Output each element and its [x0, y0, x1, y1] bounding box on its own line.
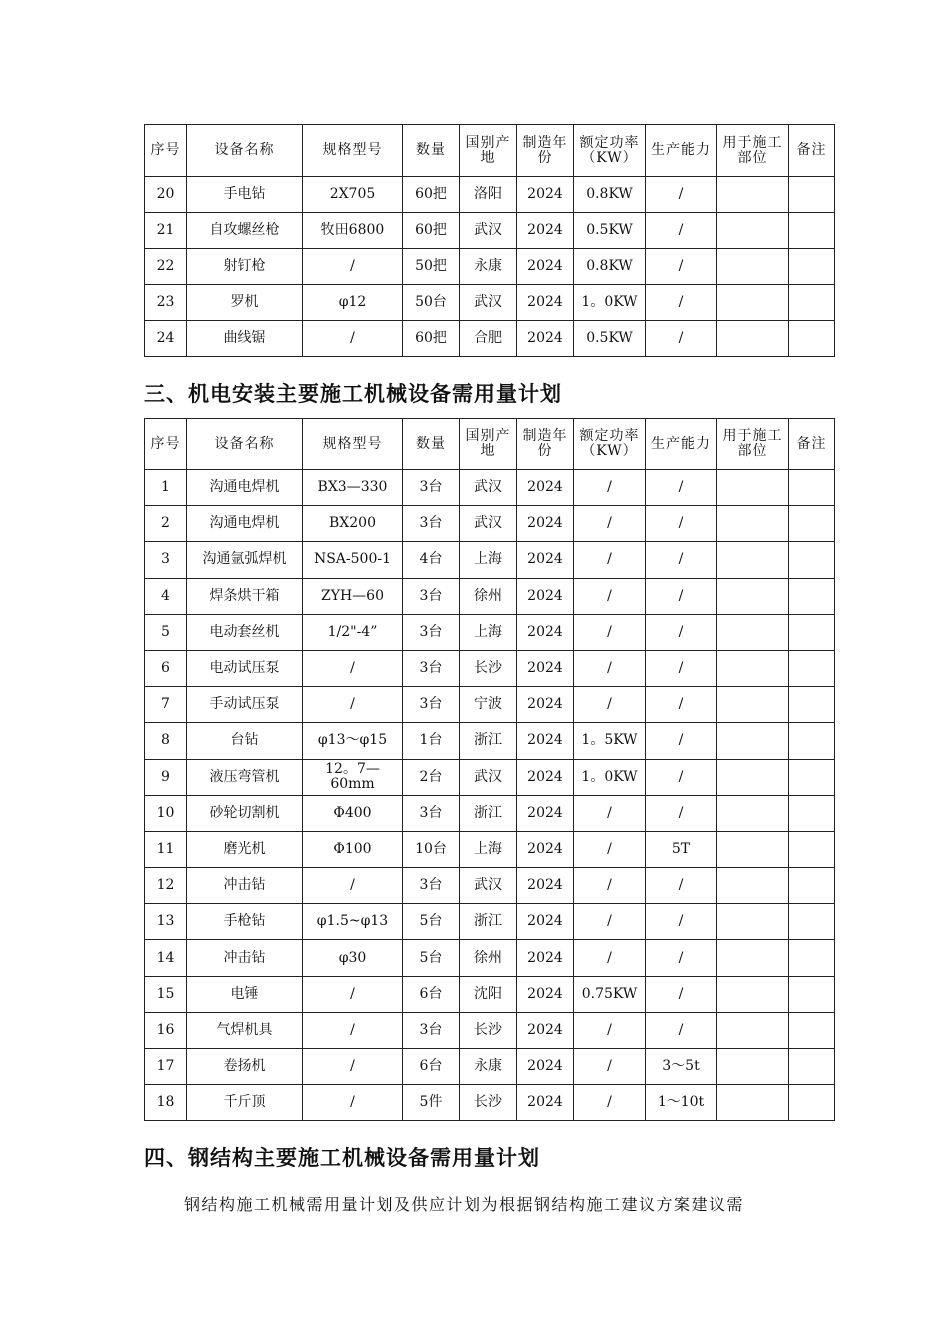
table-cell: 60把: [403, 177, 460, 213]
table-cell: 2024: [517, 470, 574, 506]
table-cell: /: [646, 542, 717, 578]
col-header: 数量: [403, 419, 460, 470]
table-cell: 长沙: [460, 1085, 517, 1121]
table-cell: /: [646, 868, 717, 904]
table-cell: 6: [145, 650, 187, 686]
table-cell: /: [574, 795, 646, 831]
table-cell: [717, 1012, 789, 1048]
table-cell: [789, 976, 835, 1012]
table-cell: 2024: [517, 976, 574, 1012]
table-cell: 射钉枪: [187, 249, 303, 285]
col-header: 备注: [789, 125, 835, 177]
table-cell: 上海: [460, 831, 517, 867]
table-cell: 罗机: [187, 285, 303, 321]
table-cell: 1/2"-4”: [303, 614, 403, 650]
table-cell: 1。0KW: [574, 285, 646, 321]
table-cell: 60把: [403, 321, 460, 357]
section-3-title: 三、机电安装主要施工机械设备需用量计划: [144, 382, 562, 406]
table-cell: 浙江: [460, 723, 517, 759]
table-cell: /: [646, 759, 717, 795]
table-cell: 牧田6800: [303, 213, 403, 249]
table-cell: [789, 542, 835, 578]
table-cell: 2024: [517, 542, 574, 578]
table-cell: 4: [145, 578, 187, 614]
table-row: [145, 904, 835, 940]
table-cell: 2024: [517, 831, 574, 867]
table-cell: 手电钻: [187, 177, 303, 213]
table-cell: 3台: [403, 795, 460, 831]
table-cell: 10台: [403, 831, 460, 867]
table-cell: 武汉: [460, 285, 517, 321]
table-cell: 2024: [517, 249, 574, 285]
table-cell: 2024: [517, 723, 574, 759]
table-cell: /: [574, 578, 646, 614]
table-cell: 2024: [517, 650, 574, 686]
table-cell: 2024: [517, 285, 574, 321]
table-row: [145, 723, 835, 759]
table-cell: [789, 177, 835, 213]
table-cell: Φ400: [303, 795, 403, 831]
table-cell: 7: [145, 687, 187, 723]
col-header: 备注: [789, 419, 835, 470]
table-cell: 沟通电焊机: [187, 470, 303, 506]
table-cell: /: [646, 976, 717, 1012]
table-cell: 武汉: [460, 470, 517, 506]
table-cell: 3台: [403, 650, 460, 686]
table-cell: [789, 1049, 835, 1085]
table-cell: 沟通氩弧焊机: [187, 542, 303, 578]
table-cell: /: [646, 1012, 717, 1048]
table-cell: 2024: [517, 213, 574, 249]
table-cell: 10: [145, 795, 187, 831]
table-cell: /: [646, 650, 717, 686]
table-cell: 曲线锯: [187, 321, 303, 357]
table-row: [145, 1049, 835, 1085]
table-cell: 手枪钻: [187, 904, 303, 940]
col-header: 国别产地: [460, 419, 517, 470]
equipment-table-1: [144, 124, 835, 357]
table-cell: /: [574, 687, 646, 723]
table-cell: /: [574, 1049, 646, 1085]
table-cell: [717, 177, 789, 213]
table-cell: NSA-500-1: [303, 542, 403, 578]
table-cell: [717, 940, 789, 976]
table-cell: 气焊机具: [187, 1012, 303, 1048]
table-cell: [789, 650, 835, 686]
table-cell: 1。0KW: [574, 759, 646, 795]
table-cell: [789, 831, 835, 867]
col-header: 序号: [145, 125, 187, 177]
table-row: [145, 940, 835, 976]
table-cell: BX3—330: [303, 470, 403, 506]
table-cell: /: [646, 723, 717, 759]
table-cell: 2024: [517, 687, 574, 723]
table-cell: 宁波: [460, 687, 517, 723]
table-cell: /: [646, 213, 717, 249]
table-cell: φ12: [303, 285, 403, 321]
table-cell: [717, 470, 789, 506]
table-cell: 2024: [517, 578, 574, 614]
col-header: 序号: [145, 419, 187, 470]
table-cell: [789, 614, 835, 650]
table-cell: 15: [145, 976, 187, 1012]
table-cell: 8: [145, 723, 187, 759]
table-cell: /: [646, 506, 717, 542]
table-cell: 冲击钻: [187, 940, 303, 976]
table-cell: 3台: [403, 868, 460, 904]
table-cell: 卷扬机: [187, 1049, 303, 1085]
col-header: 规格型号: [303, 419, 403, 470]
table-cell: 0.5KW: [574, 213, 646, 249]
table-cell: [789, 904, 835, 940]
table-cell: 手动试压泵: [187, 687, 303, 723]
table-cell: 5T: [646, 831, 717, 867]
table-cell: /: [574, 940, 646, 976]
table-cell: [717, 687, 789, 723]
table-cell: 2024: [517, 904, 574, 940]
table-cell: [789, 759, 835, 795]
table-cell: 13: [145, 904, 187, 940]
table-cell: 冲击钻: [187, 868, 303, 904]
table-cell: /: [574, 831, 646, 867]
table-cell: [717, 578, 789, 614]
table-cell: 12: [145, 868, 187, 904]
equipment-table-2: [144, 418, 835, 1121]
table-cell: 2024: [517, 1049, 574, 1085]
table-cell: [717, 614, 789, 650]
table-cell: /: [303, 1012, 403, 1048]
table-row: [145, 321, 835, 357]
table-cell: 3台: [403, 578, 460, 614]
table-cell: 5: [145, 614, 187, 650]
table-cell: ZYH—60: [303, 578, 403, 614]
table-cell: [789, 687, 835, 723]
table-cell: [717, 795, 789, 831]
table-row: [145, 831, 835, 867]
table-cell: 2024: [517, 1085, 574, 1121]
table-cell: /: [574, 868, 646, 904]
table-cell: 21: [145, 213, 187, 249]
table-cell: 3台: [403, 614, 460, 650]
table-cell: /: [646, 904, 717, 940]
table-row: [145, 470, 835, 506]
table-cell: /: [646, 614, 717, 650]
table-cell: 上海: [460, 614, 517, 650]
table-cell: 50台: [403, 285, 460, 321]
table-cell: /: [303, 650, 403, 686]
table-cell: /: [303, 1085, 403, 1121]
table-row: [145, 578, 835, 614]
table-row: [145, 650, 835, 686]
table-cell: 2024: [517, 321, 574, 357]
table-cell: 2X705: [303, 177, 403, 213]
table-cell: 22: [145, 249, 187, 285]
table-cell: [789, 1085, 835, 1121]
table-cell: 2024: [517, 614, 574, 650]
table-cell: [717, 976, 789, 1012]
table-row: [145, 687, 835, 723]
table-cell: [717, 904, 789, 940]
table-cell: 9: [145, 759, 187, 795]
table-cell: [717, 542, 789, 578]
table-cell: BX200: [303, 506, 403, 542]
table-cell: [789, 868, 835, 904]
table-cell: 0.75KW: [574, 976, 646, 1012]
table-cell: [717, 285, 789, 321]
table-cell: /: [574, 542, 646, 578]
table-cell: 1～10t: [646, 1085, 717, 1121]
table-cell: 5件: [403, 1085, 460, 1121]
table-cell: 3台: [403, 687, 460, 723]
table-cell: 2: [145, 506, 187, 542]
table-cell: 23: [145, 285, 187, 321]
table-cell: /: [646, 321, 717, 357]
table-cell: /: [303, 249, 403, 285]
table-cell: /: [303, 687, 403, 723]
table-cell: 2024: [517, 759, 574, 795]
table-cell: 电锤: [187, 976, 303, 1012]
table-cell: /: [574, 1012, 646, 1048]
table-cell: 2024: [517, 177, 574, 213]
table-cell: φ30: [303, 940, 403, 976]
table-cell: [789, 470, 835, 506]
table-cell: 20: [145, 177, 187, 213]
table-cell: 60把: [403, 213, 460, 249]
table-cell: 浙江: [460, 904, 517, 940]
table-cell: 5台: [403, 940, 460, 976]
table-cell: [789, 795, 835, 831]
table-row: [145, 285, 835, 321]
table-cell: 0.8KW: [574, 177, 646, 213]
table-cell: 武汉: [460, 506, 517, 542]
table-cell: 2台: [403, 759, 460, 795]
table-cell: 3: [145, 542, 187, 578]
table-row: [145, 542, 835, 578]
table-header-row: [145, 125, 835, 177]
table-cell: /: [574, 904, 646, 940]
table-row: [145, 868, 835, 904]
table-cell: [717, 831, 789, 867]
table-cell: [717, 1085, 789, 1121]
table-row: [145, 976, 835, 1012]
col-header: 用于施工部位: [717, 125, 789, 177]
table-cell: /: [646, 687, 717, 723]
table-cell: /: [646, 795, 717, 831]
table-row: [145, 795, 835, 831]
col-header: 生产能力: [646, 419, 717, 470]
table-cell: 0.8KW: [574, 249, 646, 285]
table-cell: [789, 213, 835, 249]
table-cell: 永康: [460, 1049, 517, 1085]
table-cell: 合肥: [460, 321, 517, 357]
table-cell: 洛阳: [460, 177, 517, 213]
table-cell: 武汉: [460, 759, 517, 795]
table-cell: [717, 650, 789, 686]
table-cell: 2024: [517, 868, 574, 904]
table-cell: 11: [145, 831, 187, 867]
table-cell: 17: [145, 1049, 187, 1085]
table-row: [145, 177, 835, 213]
col-header: 设备名称: [187, 419, 303, 470]
table-cell: /: [574, 470, 646, 506]
table-cell: 1。5KW: [574, 723, 646, 759]
table-cell: 永康: [460, 249, 517, 285]
section-4-title: 四、钢结构主要施工机械设备需用量计划: [144, 1146, 540, 1170]
col-header: 用于施工部位: [717, 419, 789, 470]
table-cell: 1: [145, 470, 187, 506]
table-cell: [789, 321, 835, 357]
col-header: 生产能力: [646, 125, 717, 177]
table-cell: /: [303, 1049, 403, 1085]
table-row: [145, 213, 835, 249]
table-cell: 18: [145, 1085, 187, 1121]
table-cell: /: [574, 614, 646, 650]
table-cell: /: [303, 868, 403, 904]
table-cell: 2024: [517, 506, 574, 542]
table-cell: [717, 321, 789, 357]
table-cell: 电动试压泵: [187, 650, 303, 686]
table-cell: 武汉: [460, 213, 517, 249]
table-cell: 50把: [403, 249, 460, 285]
table-cell: [717, 249, 789, 285]
table-cell: /: [574, 506, 646, 542]
section-4-paragraph: 钢结构施工机械需用量计划及供应计划为根据钢结构施工建议方案建议需: [184, 1195, 745, 1214]
table-cell: 焊条烘干箱: [187, 578, 303, 614]
table-cell: 5台: [403, 904, 460, 940]
table-row: [145, 249, 835, 285]
table-cell: 1台: [403, 723, 460, 759]
table-row: [145, 506, 835, 542]
table-cell: 徐州: [460, 940, 517, 976]
table-cell: 砂轮切割机: [187, 795, 303, 831]
col-header: 设备名称: [187, 125, 303, 177]
col-header: 国别产地: [460, 125, 517, 177]
table-cell: 千斤顶: [187, 1085, 303, 1121]
table-cell: 3台: [403, 506, 460, 542]
table-cell: /: [574, 650, 646, 686]
table-cell: /: [646, 578, 717, 614]
table-cell: 武汉: [460, 868, 517, 904]
table-cell: [789, 1012, 835, 1048]
table-cell: [717, 868, 789, 904]
col-header: 制造年份: [517, 125, 574, 177]
table-cell: /: [574, 1085, 646, 1121]
table-cell: 长沙: [460, 1012, 517, 1048]
table-cell: [789, 249, 835, 285]
table-cell: /: [303, 976, 403, 1012]
table-cell: [789, 506, 835, 542]
table-cell: /: [303, 321, 403, 357]
table-cell: [789, 285, 835, 321]
table-cell: 6台: [403, 976, 460, 1012]
table-cell: 长沙: [460, 650, 517, 686]
table-cell: 上海: [460, 542, 517, 578]
col-header: 规格型号: [303, 125, 403, 177]
table-cell: 自攻螺丝枪: [187, 213, 303, 249]
table-cell: /: [646, 249, 717, 285]
table-cell: [789, 723, 835, 759]
table-cell: 徐州: [460, 578, 517, 614]
col-header: 数量: [403, 125, 460, 177]
table-cell: 24: [145, 321, 187, 357]
table-cell: 浙江: [460, 795, 517, 831]
table-cell: 0.5KW: [574, 321, 646, 357]
table-cell: 2024: [517, 795, 574, 831]
table-cell: /: [646, 285, 717, 321]
table-cell: [717, 723, 789, 759]
table-row: [145, 614, 835, 650]
table-cell: /: [646, 177, 717, 213]
table-cell: 液压弯管机: [187, 759, 303, 795]
table-cell: /: [646, 940, 717, 976]
col-header: 额定功率（KW）: [574, 419, 646, 470]
table-cell: 电动套丝机: [187, 614, 303, 650]
table-cell: 台钻: [187, 723, 303, 759]
table-cell: [717, 506, 789, 542]
col-header: 额定功率（KW）: [574, 125, 646, 177]
table-cell: 2024: [517, 1012, 574, 1048]
table-cell: [717, 759, 789, 795]
table-row: [145, 759, 835, 795]
table-cell: 沟通电焊机: [187, 506, 303, 542]
table-cell: 沈阳: [460, 976, 517, 1012]
table-cell: 磨光机: [187, 831, 303, 867]
table-cell: 6台: [403, 1049, 460, 1085]
col-header: 制造年份: [517, 419, 574, 470]
table-cell: φ13～φ15: [303, 723, 403, 759]
table-cell: [789, 940, 835, 976]
table-cell: [789, 578, 835, 614]
table-cell: 3台: [403, 470, 460, 506]
table-row: [145, 1012, 835, 1048]
table-cell: 3～5t: [646, 1049, 717, 1085]
table-header-row: [145, 419, 835, 470]
table-cell: [717, 213, 789, 249]
table-cell: 14: [145, 940, 187, 976]
table-cell: 12。7—60mm: [303, 759, 403, 795]
table-cell: 2024: [517, 940, 574, 976]
table-cell: 16: [145, 1012, 187, 1048]
table-row: [145, 1085, 835, 1121]
table-cell: Φ100: [303, 831, 403, 867]
table-cell: /: [646, 470, 717, 506]
table-cell: 4台: [403, 542, 460, 578]
table-cell: [717, 1049, 789, 1085]
table-cell: φ1.5~φ13: [303, 904, 403, 940]
table-cell: 3台: [403, 1012, 460, 1048]
